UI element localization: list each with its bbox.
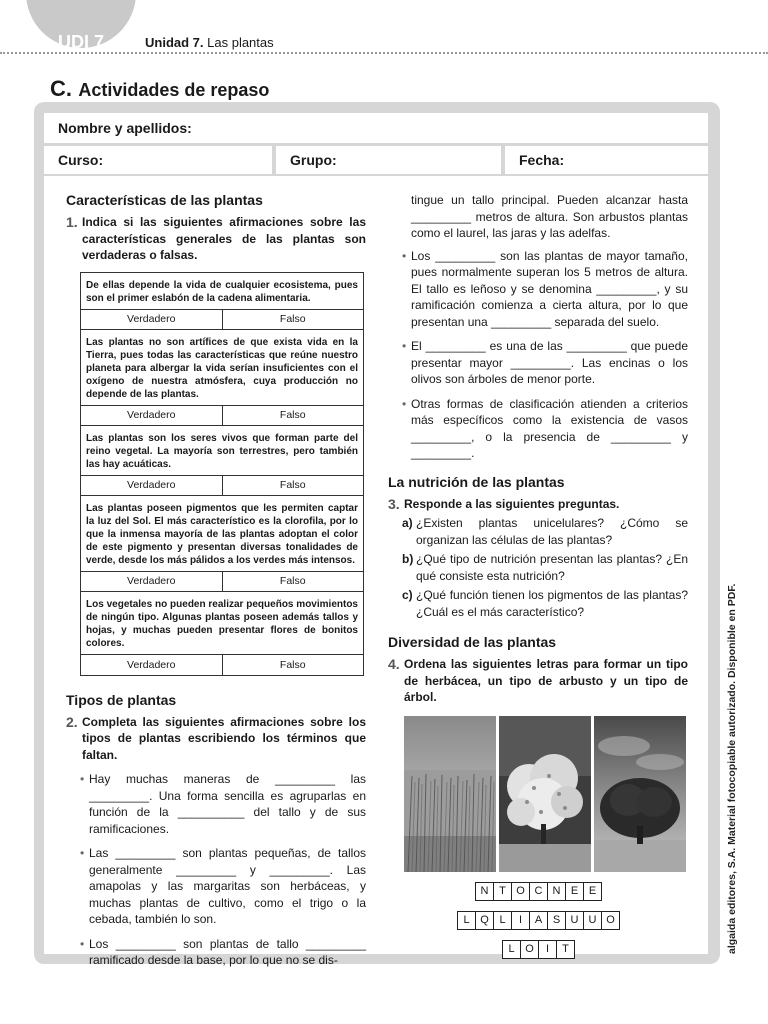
scrambled-word-1 bbox=[388, 882, 688, 901]
group-label: Grupo: bbox=[290, 152, 337, 168]
left-column bbox=[66, 192, 366, 977]
exercise-3-number: 3. bbox=[388, 495, 400, 512]
unit-prefix: Unidad 7. bbox=[145, 35, 204, 50]
false-option[interactable]: Falso bbox=[222, 476, 364, 495]
scrambled-word-3 bbox=[388, 940, 688, 959]
plant-types-list bbox=[80, 771, 366, 969]
false-option[interactable]: Falso bbox=[222, 310, 364, 329]
false-option[interactable]: Falso bbox=[222, 655, 364, 675]
exercise-2-number: 2. bbox=[66, 713, 78, 730]
exercise-4 bbox=[388, 656, 688, 706]
true-false-table bbox=[80, 272, 364, 676]
name-field[interactable] bbox=[44, 113, 708, 143]
plant-photos bbox=[404, 716, 688, 872]
letter-puzzles bbox=[388, 882, 688, 959]
true-option[interactable]: Verdadero bbox=[127, 409, 176, 421]
exercise-2-text: Completa las siguientes afirmaciones sobre los tipos de plantas escribiendo los términos que faltan. bbox=[82, 714, 366, 762]
question-letter: b) bbox=[402, 552, 414, 566]
copyright-note: algaida editores, S.A. Material fotocopiable autorizado. Disponible en PDF. bbox=[726, 583, 738, 954]
heading-characteristics: Características de las plantas bbox=[66, 192, 263, 208]
letter-box: O bbox=[601, 911, 620, 930]
letter-box: U bbox=[565, 911, 584, 930]
question-a bbox=[402, 515, 688, 548]
letter-box: U bbox=[583, 911, 602, 930]
plant-types-list-continued bbox=[402, 248, 688, 462]
true-option[interactable]: Verdadero bbox=[127, 479, 176, 491]
exercise-3-text: Responde a las siguientes preguntas. bbox=[404, 496, 620, 511]
question-c bbox=[402, 587, 688, 620]
letter-box: N bbox=[475, 882, 494, 901]
tree-image bbox=[594, 716, 686, 872]
course-label: Curso: bbox=[58, 152, 104, 168]
questions-list bbox=[388, 515, 688, 620]
statement-3: Las plantas son los seres vivos que forman parte del reino vegetal. La mayoría son terrestres, pero también las hay acuáticas. bbox=[81, 426, 363, 476]
letter-box: T bbox=[556, 940, 575, 959]
list-item: • Otras formas de clasificación atienden a criterios más específicos como la existencia de vasos _________, o la presencia de _________ y _________. bbox=[402, 396, 688, 462]
header-divider bbox=[0, 52, 768, 54]
options-row-1 bbox=[81, 310, 363, 330]
unit-title bbox=[145, 35, 274, 50]
section-title bbox=[50, 76, 269, 102]
wheat-field-image bbox=[404, 716, 496, 872]
letter-box: Q bbox=[475, 911, 494, 930]
heading-plant-types: Tipos de plantas bbox=[66, 691, 177, 708]
options-row-5 bbox=[81, 655, 363, 675]
true-option[interactable]: Verdadero bbox=[127, 575, 176, 587]
flowering-shrub-image bbox=[499, 716, 591, 872]
exercise-3 bbox=[388, 496, 688, 513]
true-option[interactable]: Verdadero bbox=[127, 313, 176, 325]
continuation-text: tingue un tallo principal. Pueden alcanzar hasta _________ metros de altura. Son arbustos plantas como el laurel, las jaras y las adelfas. bbox=[411, 193, 688, 240]
options-row-4 bbox=[81, 572, 363, 592]
exercise-4-number: 4. bbox=[388, 656, 400, 672]
question-letter: c) bbox=[402, 588, 413, 602]
scrambled-word-2 bbox=[388, 911, 688, 930]
list-item: • El _________ es una de las _________ que puede presentar mayor _________. Las encinas o los olivos son árboles de menor porte. bbox=[402, 338, 688, 388]
list-item: • Hay muchas maneras de _________ las _________. Una forma sencilla es agruparlas en función de la __________ del tallo y de sus ramificaciones. bbox=[80, 771, 366, 837]
question-letter: a) bbox=[402, 516, 413, 530]
unit-tab-label: UDI 7 bbox=[58, 32, 105, 52]
letter-box: L bbox=[457, 911, 476, 930]
letter-box: I bbox=[511, 911, 530, 930]
letter-box: C bbox=[529, 882, 548, 901]
group-field[interactable] bbox=[276, 146, 501, 174]
letter-box: S bbox=[547, 911, 566, 930]
exercise-2 bbox=[66, 714, 366, 764]
statement-1: De ellas depende la vida de cualquier ecosistema, pues son el primer eslabón de la cadena alimentaria. bbox=[81, 273, 363, 310]
letter-box: E bbox=[565, 882, 584, 901]
statement-4: Las plantas poseen pigmentos que les permiten captar la luz del Sol. El más característico es la clorofila, por lo que la inmensa mayoría de las plantas adoptan el color de este pigmento y presentan diversas tonalidades de verde, desde los más pálidos a los verdes más intensos. bbox=[81, 496, 363, 572]
question-text: ¿Qué función tienen los pigmentos de las plantas? ¿Cuál es el más característico? bbox=[416, 588, 688, 619]
exercise-1 bbox=[66, 214, 366, 264]
exercise-1-number: 1. bbox=[66, 214, 78, 230]
section-title-text: Actividades de repaso bbox=[78, 80, 270, 100]
letter-box: T bbox=[493, 882, 512, 901]
list-item: • Las _________ son plantas pequeñas, de tallos generalmente _________ y _________. Las amapolas y las margaritas son herbáceas, y muchas plantas de cultivo, como el trigo o la cebada, también lo son. bbox=[80, 845, 366, 928]
statement-5: Los vegetales no pueden realizar pequeños movimientos de ningún tipo. Algunas plantas poseen además tallos y hojas, y muchas pueden presentar flores de bonitos colores. bbox=[81, 592, 363, 655]
question-text: ¿Qué tipo de nutrición presentan las plantas? ¿En qué consiste esta nutrición? bbox=[416, 552, 688, 583]
letter-box: A bbox=[529, 911, 548, 930]
letter-box: L bbox=[493, 911, 512, 930]
date-field[interactable] bbox=[505, 146, 708, 174]
list-item: • Los _________ son las plantas de mayor tamaño, pues normalmente superan los 5 metros de altura. El tallo es leñoso y se denomina _________, y su ramificación comienza a cierta altura, por lo que presentan una _________ separada del suelo. bbox=[402, 248, 688, 331]
letter-box: O bbox=[520, 940, 539, 959]
letter-box: I bbox=[538, 940, 557, 959]
date-label: Fecha: bbox=[519, 152, 565, 168]
right-column bbox=[388, 192, 688, 959]
letter-box: O bbox=[511, 882, 530, 901]
course-field[interactable] bbox=[44, 146, 272, 174]
letter-box: L bbox=[502, 940, 521, 959]
question-text: ¿Existen plantas unicelulares? ¿Cómo se organizan las células de las plantas? bbox=[416, 516, 688, 547]
question-b bbox=[402, 551, 688, 584]
letter-box: E bbox=[583, 882, 602, 901]
section-letter: C. bbox=[50, 76, 72, 101]
true-option[interactable]: Verdadero bbox=[127, 658, 176, 671]
options-row-3 bbox=[81, 476, 363, 496]
heading-nutrition: La nutrición de las plantas bbox=[388, 473, 565, 490]
name-label: Nombre y apellidos: bbox=[58, 120, 192, 136]
exercise-1-text: Indica si las siguientes afirmaciones sobre las características generales de las plantas son verdaderas o falsas. bbox=[82, 215, 366, 262]
options-row-2 bbox=[81, 406, 363, 426]
letter-box: N bbox=[547, 882, 566, 901]
heading-diversity: Diversidad de las plantas bbox=[388, 634, 557, 650]
unit-name: Las plantas bbox=[207, 35, 274, 50]
list-item: • Los _________ son plantas de tallo _________ ramificado desde la base, por lo que no se dis- bbox=[80, 936, 366, 969]
statement-2: Las plantas no son artífices de que exista vida en la Tierra, pues todas las características que reúne nuestro planeta para albergar la vida serían insuficientes con el oxígeno de nuestra atmósfera, cuya producción no depende de las plantas. bbox=[81, 330, 363, 406]
false-option[interactable]: Falso bbox=[222, 406, 364, 425]
exercise-4-text: Ordena las siguientes letras para formar un tipo de herbácea, un tipo de arbusto y un tipo de árbol. bbox=[404, 657, 688, 704]
false-option[interactable]: Falso bbox=[222, 572, 364, 591]
